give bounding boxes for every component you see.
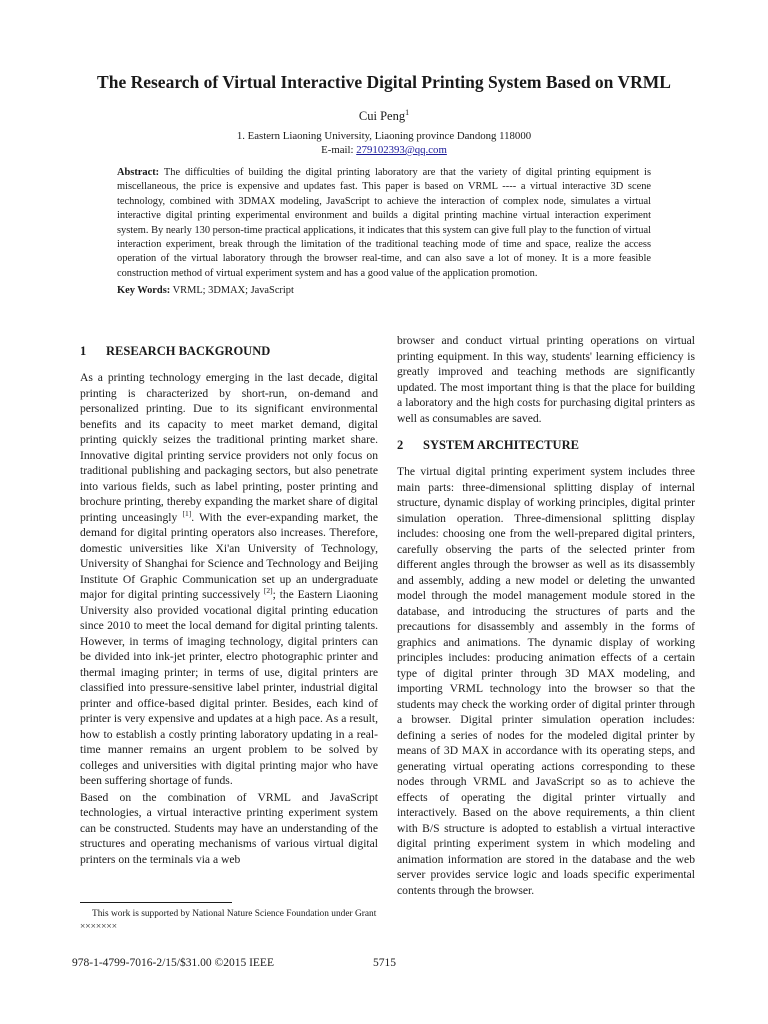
page-number: 5715 bbox=[373, 957, 396, 969]
citation[interactable]: [2] bbox=[263, 586, 273, 596]
email-label: E-mail: bbox=[321, 144, 357, 156]
section-number: 2 bbox=[397, 438, 404, 452]
abstract bbox=[117, 166, 651, 281]
footnote: This work is supported by National Nature Science Foundation under Grant ××××××× bbox=[80, 909, 377, 932]
section-heading-2 bbox=[397, 437, 695, 453]
isbn-line: 978-1-4799-7016-2/15/$31.00 ©2015 IEEE bbox=[72, 957, 274, 969]
paragraph bbox=[80, 370, 378, 789]
paragraph-text: ; the Eastern Liaoning University also provided vocational digital printing education since 2010 to meet the local demand for digital printing talents. However, in terms of imaging technology, digital printers can be divided into ink-jet printer, electro photographic printer and thermal imaging printer; in terms of use, digital printers are classified into pressure-sensitive label printer, industrial digital printer and office-based digital printer. Besides, each kind of printer is very expensive and updates at a high pace. As a result, how to establish a costly printing laboratory updating in a real-time manner remains an urgent problem to be solved by colleges and universities with digital printing major who have been suffering shortage of funds. bbox=[80, 588, 378, 787]
paper-title: The Research of Virtual Interactive Digital Printing System Based on VRML bbox=[97, 72, 671, 92]
section-heading-1 bbox=[80, 343, 378, 359]
left-column bbox=[80, 343, 378, 868]
abstract-text: The difficulties of building the digital printing laboratory are that the variety of digital printing equipment is miscellaneous, the price is expensive and updates fast. This paper is based on VRML ---- a virtual interactive 3D scene technology, combined with 3DMAX modeling, JavaScript to achieve the interaction of complex node, simulates a virtual interactive digital printing experimental environment and builds a digital printing machine virtual interaction experiment system. By nearly 130 person-time practical applications, it indicates that this system can give full play to the function of virtual interaction experiment, break through the limitation of the traditional teaching mode of time and space, realize the access operation of the virtual laboratory through the browser real-time, and can also save a lot of money. It is a more feasible construction method of virtual experiment system and has a good value of the application promotion. bbox=[117, 167, 651, 279]
section-title: RESEARCH BACKGROUND bbox=[106, 344, 271, 358]
paragraph: Based on the combination of VRML and JavaScript technologies, a virtual interactive printing experiment system can be constructed. Students may have an understanding of the structures and operating mechanisms of various virtual digital printers on the terminals via a web bbox=[80, 790, 378, 866]
footnote-divider bbox=[80, 902, 232, 903]
keywords bbox=[117, 284, 651, 298]
section-number: 1 bbox=[80, 344, 87, 358]
keywords-text: VRML; 3DMAX; JavaScript bbox=[172, 285, 294, 296]
section-title: SYSTEM ARCHITECTURE bbox=[423, 438, 579, 452]
keywords-label: Key Words: bbox=[117, 285, 171, 296]
paragraph: browser and conduct virtual printing operations on virtual printing equipment. In this way, students' learning efficiency is greatly improved and teaching methods are significantly updated. The most important thing is that the place for building a laboratory and the high costs for purchasing digital printers as well as consumables are saved. bbox=[397, 334, 695, 425]
author-line bbox=[40, 108, 728, 124]
citation[interactable]: [1] bbox=[182, 508, 192, 518]
paragraph-text: As a printing technology emerging in the last decade, digital printing is characterized by short-run, on-demand and personalized printing. Due to its significant environmental benefits and its capacity to meet market demand, digital printing quickly seizes the traditional printing market share. Innovative digital printing service providers not only focus on traditional publishing and packaging sectors, but also penetrate into various fields, such as label printing, poster printing and brochure printing, thereby expanding the market share of digital printing unceasingly bbox=[80, 371, 378, 524]
affiliation: 1. Eastern Liaoning University, Liaoning province Dandong 118000 bbox=[236, 130, 532, 142]
right-column bbox=[397, 333, 695, 899]
email-line bbox=[40, 143, 728, 157]
paragraph-text: . With the ever-expanding market, the demand for digital printing operators also increases. Therefore, domestic universities like Xi'an University of Technology, University of Shanghai for Science and Technology and Beijing Institute Of Graphic Communication set up an undergraduate major for digital printing successively bbox=[80, 510, 379, 601]
abstract-label: Abstract: bbox=[117, 167, 160, 178]
email-link[interactable]: 279102393@qq.com bbox=[356, 144, 447, 156]
paragraph: The virtual digital printing experiment system includes three main parts: three-dimensional splitting display of internal structure, dynamic display of working principles, digital printer simulation operation. Three-dimensional splitting display includes: choosing one from the well-prepared digital printers, carefully observing the parts of the selected printer from different angles through the browser as well as its disassembly and assembly, adding a new model or deleting the unwanted model through the model management module stored in the database, and introducing the structures of parts and the precautions for disassembly and assembly in the forms of graphics and animations. The dynamic display of working principles includes: producing animation effects of a certain type of digital printer through 3D MAX modeling, and importing VRML technology into the browser so that the students may check the working order of digital printer through a browser. Digital printer simulation operation includes: defining a series of nodes for the modeled digital printer by means of 3D MAX in accordance with its operating steps, and generating virtual operating actions corresponding to these nodes through VRML and JavaScript so as to achieve the effects of operating the digital printer virtually and interactively. Based on the above requirements, a thin client with B/S structure is adopted to establish a virtual interactive digital printing experiment system in which modeling and animation information are stored in the database and the web server provides service logic and loads specific experimental contents through the browser. bbox=[397, 465, 695, 897]
affiliation-block bbox=[40, 129, 728, 157]
author-name: Cui Peng bbox=[358, 109, 406, 123]
author-superscript: 1 bbox=[405, 107, 410, 117]
